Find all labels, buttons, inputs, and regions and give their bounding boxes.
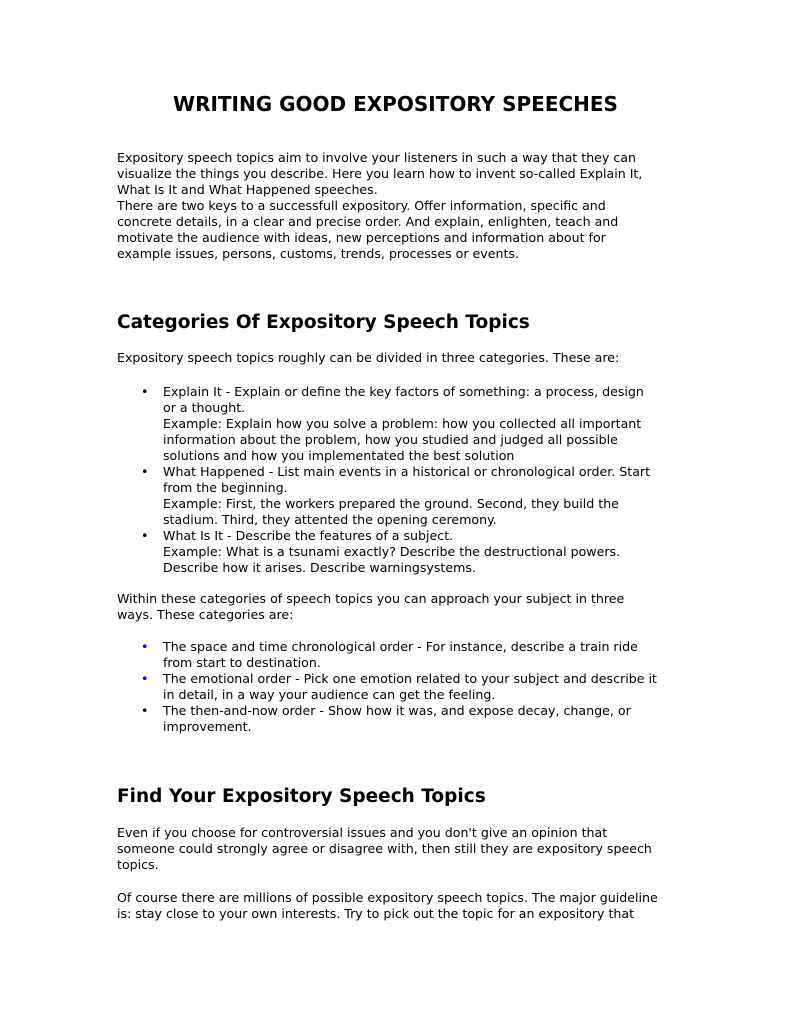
section-heading-find: Find Your Expository Speech Topics xyxy=(117,786,486,807)
list-item: • The then-and-now order - Show how it was, and expose decay, change, or improvement. xyxy=(141,703,631,734)
bullet-icon: • xyxy=(141,464,149,479)
list-item: • What Happened - List main events in a historical or chronological order. Start from the beginning. Example: First, the workers prepared the ground. Second, they build the stadium. Third, they attented the opening ceremony. xyxy=(141,464,651,527)
list-item: • What Is It - Describe the features of a subject. Example: What is a tsunami exactly? Describe the destructional powers. Describe how it arises. Describe warningsystems. xyxy=(141,528,621,575)
list-item: • Explain It - Explain or define the key factors of something: a process, design or a thought. Example: Explain how you solve a problem: how you collected all important information about the problem, how you studied and judged all possible solutions and how you implementated the best solution xyxy=(141,384,644,463)
list-item: • The space and time chronological order - For instance, describe a train ride from start to destination. xyxy=(141,639,638,670)
find-paragraph-1: Even if you choose for controversial issues and you don't give an opinion that someone could strongly agree or disagree with, then still they are expository speech topics. xyxy=(117,825,652,872)
intro-paragraph: Expository speech topics aim to involve your listeners in such a way that they can visualize the things you describe. Here you learn how to invent so-called Explain It, What Is It and What Happened speeches. There are two keys to a successfull expository. Offer information, specific and concrete details, in a clear and precise order. And explain, enlighten, teach and motivate the audience with ideas, new perceptions and information about for example issues, persons, customs, trends, processes or events. xyxy=(117,150,643,261)
bullet-icon: • xyxy=(141,384,149,399)
categories-lead: Expository speech topics roughly can be divided in three categories. These are: xyxy=(117,350,620,365)
bullet-icon: • xyxy=(141,528,149,543)
bullet-icon: • xyxy=(141,703,149,718)
list-item: • The emotional order - Pick one emotion related to your subject and describe it in detail, in a way your audience can get the feeling. xyxy=(141,671,657,702)
ways-list xyxy=(117,639,657,735)
within-paragraph: Within these categories of speech topics you can approach your subject in three ways. These categories are: xyxy=(117,591,625,622)
categories-list xyxy=(117,384,650,576)
bullet-icon: • xyxy=(141,639,149,654)
page-title: WRITING GOOD EXPOSITORY SPEECHES xyxy=(173,92,618,116)
bullet-icon: • xyxy=(141,671,149,686)
section-heading-categories: Categories Of Expository Speech Topics xyxy=(117,312,530,333)
find-paragraph-2: Of course there are millions of possible expository speech topics. The major guideline is: stay close to your own interests. Try to pick out the topic for an expository that xyxy=(117,890,658,921)
